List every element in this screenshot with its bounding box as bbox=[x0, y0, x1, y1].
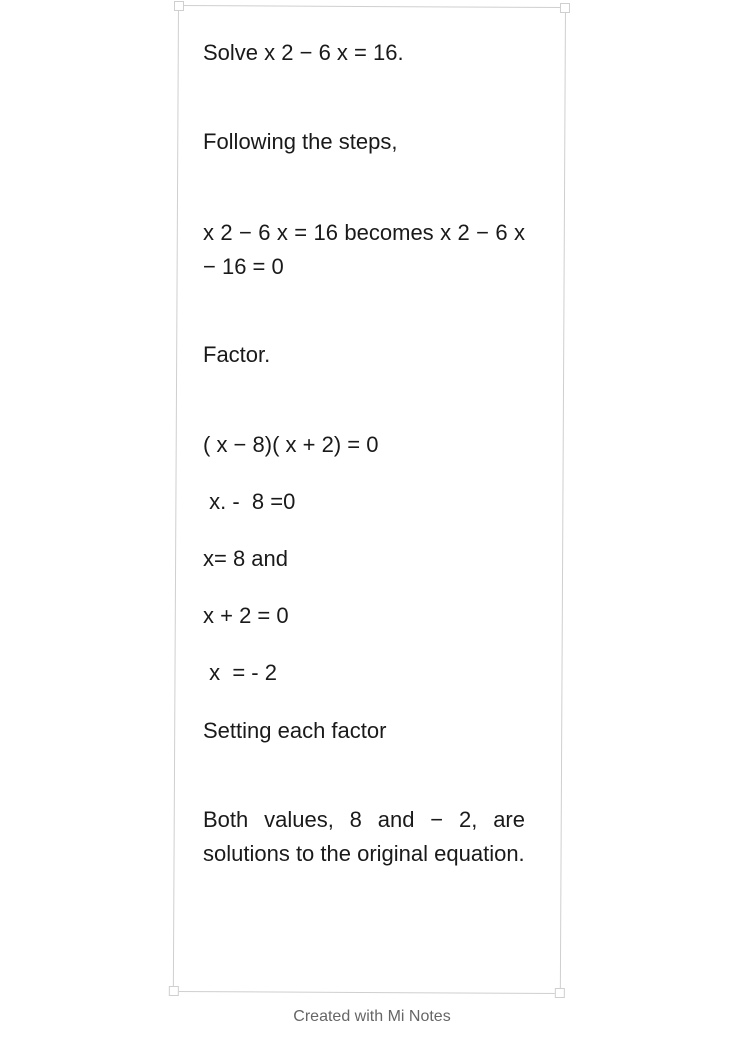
note-line-setting: Setting each factor bbox=[203, 718, 387, 743]
note-paragraph-conclusion: Both values, 8 and − 2, are solutions to the original equation. bbox=[203, 807, 525, 866]
note-line-step4: x = - 2 bbox=[203, 660, 277, 685]
frame-corner-ornament bbox=[560, 3, 570, 13]
note-line-step3: x + 2 = 0 bbox=[203, 603, 289, 628]
note-line-intro: Following the steps, bbox=[203, 129, 398, 154]
note-line-factor: Factor. bbox=[203, 342, 271, 367]
note-line-factored: ( x − 8)( x + 2) = 0 bbox=[203, 432, 379, 457]
note-line-step2: x= 8 and bbox=[203, 546, 289, 571]
note-line-problem: Solve x 2 − 6 x = 16. bbox=[203, 40, 404, 65]
frame-corner-ornament bbox=[169, 986, 179, 996]
frame-corner-ornament bbox=[174, 1, 184, 11]
footer-watermark: Created with Mi Notes bbox=[293, 1008, 451, 1025]
frame-corner-ornament bbox=[555, 988, 565, 998]
note-paragraph-transform: x 2 − 6 x = 16 becomes x 2 − 6 x − 16 = 0 bbox=[203, 220, 525, 279]
note-line-step1: x. - 8 =0 bbox=[203, 489, 296, 514]
